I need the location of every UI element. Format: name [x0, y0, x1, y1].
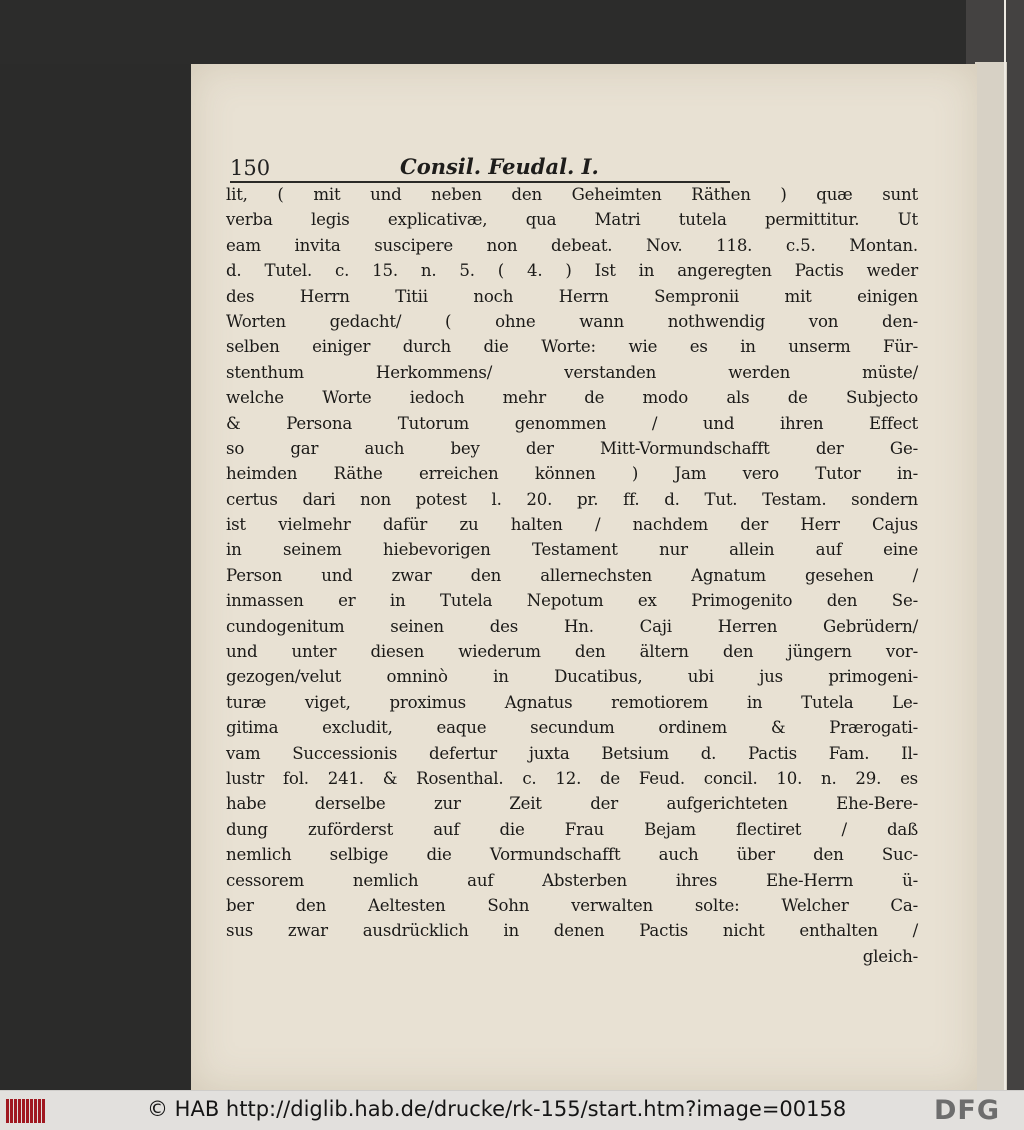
text-line: in seinem hiebevorigen Testament nur allein auf eine [226, 540, 918, 560]
running-head [230, 150, 770, 182]
text-line: habe derselbe zur Zeit der aufgerichteten Ehe-Bere- [226, 794, 918, 814]
text-line: & Persona Tutorum genommen / und ihren Effect [226, 413, 918, 433]
text-line: dung zuförderst auf die Frau Bejam flectiret / daß [226, 819, 918, 839]
body-text [226, 182, 926, 969]
text-line: so gar auch bey der Mitt-Vormundschafft der Ge- [226, 438, 918, 458]
text-line: cundogenitum seinen des Hn. Caji Herren Gebrüdern/ [226, 616, 918, 636]
text-line: und unter diesen wiederum den ältern den jüngern vor- [226, 642, 918, 662]
text-line: lustr fol. 241. & Rosenthal. c. 12. de Feud. concil. 10. n. 29. es [226, 768, 918, 788]
text-line: stenthum Herkommens/ verstanden werden müste/ [226, 362, 918, 382]
text-line: sus zwar ausdrücklich in denen Pactis nicht enthalten / [226, 921, 918, 941]
copyright-link[interactable]: © HAB http://diglib.hab.de/drucke/rk-155/start.htm?image=00158 [147, 1097, 847, 1121]
text-line: d. Tutel. c. 15. n. 5. ( 4. ) Ist in angeregten Pactis weder [226, 261, 918, 281]
text-line: Worten gedacht/ ( ohne wann nothwendig von den- [226, 311, 918, 331]
page-number: 150 [230, 156, 271, 180]
text-line: turæ viget, proximus Agnatus remotiorem in Tutela Le- [226, 692, 918, 712]
text-line: welche Worte iedoch mehr de modo als de Subjecto [226, 388, 918, 408]
dfg-logo: DFG [934, 1095, 1001, 1126]
text-line: verba legis explicativæ, qua Matri tutela permittitur. Ut [226, 210, 918, 230]
text-line: gleich- [862, 946, 918, 966]
scan-top-shadow [0, 0, 1024, 64]
text-line: certus dari non potest l. 20. pr. ff. d. Tut. Testam. sondern [226, 489, 918, 509]
text-line: des Herrn Titii noch Herrn Sempronii mit einigen [226, 286, 918, 306]
hab-logo-icon [6, 1099, 46, 1123]
viewer-footer [0, 1090, 1024, 1130]
text-line: heimden Räthe erreichen können ) Jam vero Tutor in- [226, 464, 918, 484]
text-line: selben einiger durch die Worte: wie es in unserm Für- [226, 337, 918, 357]
adjacent-page-highlight [1004, 0, 1006, 1090]
text-line: cessorem nemlich auf Absterben ihres Ehe-Herrn ü- [226, 870, 918, 890]
text-line: ber den Aeltesten Sohn verwalten solte: Welcher Ca- [226, 895, 918, 915]
adjacent-page-edge [975, 62, 1007, 1090]
text-line: gitima excludit, eaque secundum ordinem & Prærogati- [226, 718, 918, 738]
text-line: Person und zwar den allernechsten Agnatum gesehen / [226, 565, 918, 585]
text-line: eam invita suscipere non debeat. Nov. 118. c.5. Montan. [226, 235, 918, 255]
running-title: Consil. Feudal. I. [400, 154, 599, 179]
text-line: inmassen er in Tutela Nepotum ex Primogenito den Se- [226, 591, 918, 611]
text-line: vam Successionis defertur juxta Betsium d. Pactis Fam. Il- [226, 743, 918, 763]
text-line: nemlich selbige die Vormundschafft auch über den Suc- [226, 845, 918, 865]
text-line: lit, ( mit und neben den Geheimten Räthen ) quæ sunt [226, 185, 918, 204]
text-line: gezogen/velut omninò in Ducatibus, ubi jus primogeni- [226, 667, 918, 687]
text-line: ist vielmehr dafür zu halten / nachdem der Herr Cajus [226, 515, 918, 535]
